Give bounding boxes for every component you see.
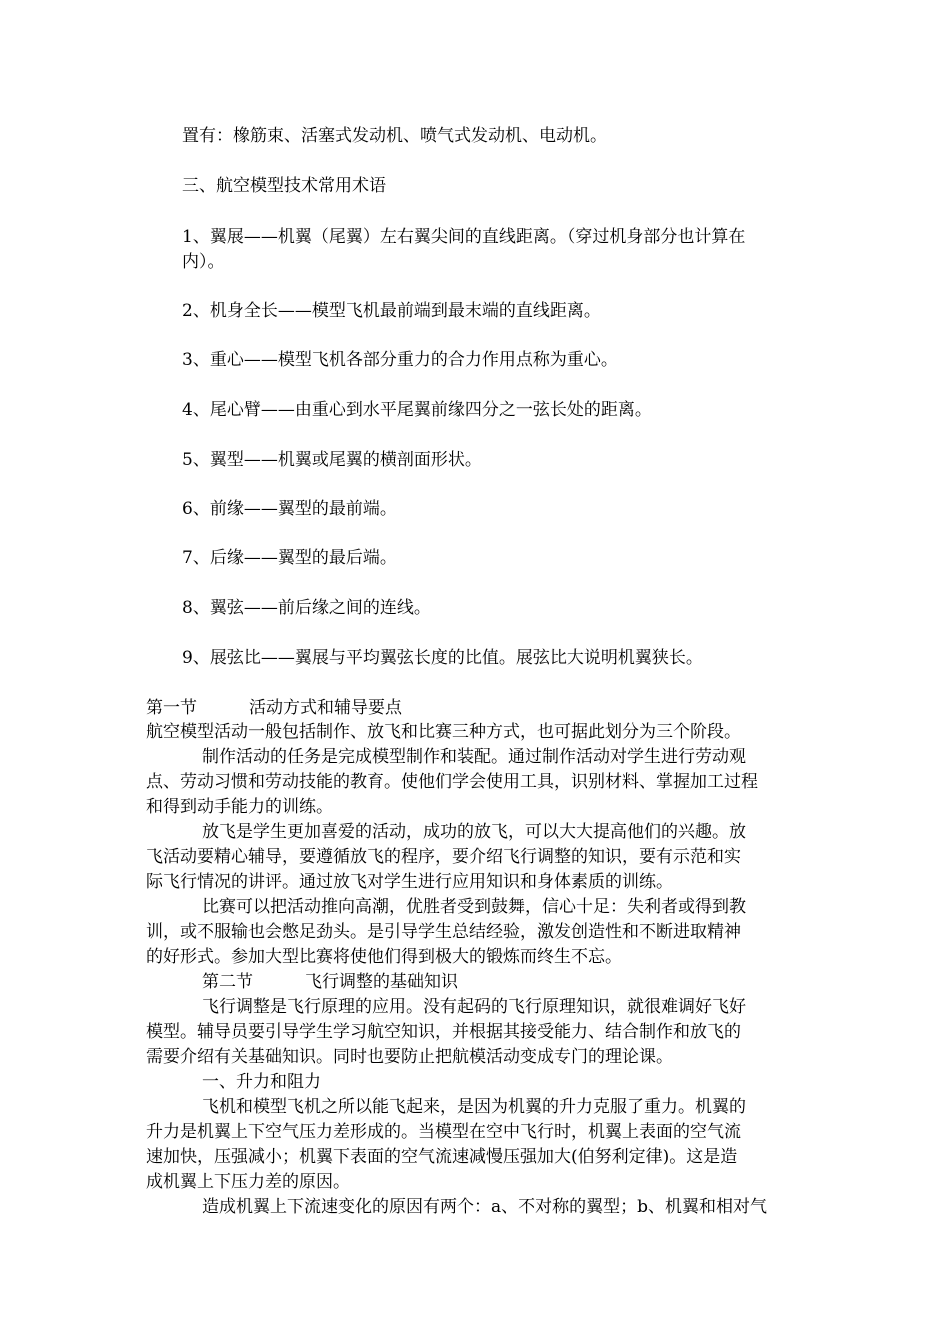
- section1-line10: 的好形式。参加大型比赛将使他们得到极大的锻炼而终生不忘。: [146, 947, 622, 967]
- term-2: 2、机身全长——模型飞机最前端到最末端的直线距离。: [182, 301, 601, 321]
- term-1-line2: 内）。: [182, 252, 225, 272]
- section2-line3: 需要介绍有关基础知识。同时也要防止把航模活动变成专门的理论课。: [146, 1047, 673, 1067]
- section1-title: 活动方式和辅导要点: [249, 698, 402, 718]
- section1-line8: 比赛可以把活动推向高潮，优胜者受到鼓舞，信心十足：失利者或得到教: [202, 897, 746, 917]
- section1-label: 第一节: [146, 698, 197, 718]
- section2-label: 第二节: [202, 972, 253, 992]
- section2-line1: 飞行调整是飞行原理的应用。没有起码的飞行原理知识，就很难调好飞好: [202, 997, 746, 1017]
- section2-line8: 成机翼上下压力差的原因。: [146, 1172, 350, 1192]
- section2-title: 飞行调整的基础知识: [305, 972, 458, 992]
- section1-heading: [146, 696, 402, 720]
- section2-heading: [202, 970, 458, 994]
- section1-line6: 飞活动要精心辅导，要遵循放飞的程序，要介绍飞行调整的知识，要有示范和实: [146, 847, 741, 867]
- section1-line5: 放飞是学生更加喜爱的活动，成功的放飞，可以大大提高他们的兴趣。放: [202, 822, 746, 842]
- term-9: 9、展弦比——翼展与平均翼弦长度的比值。展弦比大说明机翼狭长。: [182, 648, 703, 668]
- section2-line2: 模型。辅导员要引导学生学习航空知识，并根据其接受能力、结合制作和放飞的: [146, 1022, 741, 1042]
- section2-line5: 飞机和模型飞机之所以能飞起来，是因为机翼的升力克服了重力。机翼的: [202, 1097, 746, 1117]
- section2-line6: 升力是机翼上下空气压力差形成的。当模型在空中飞行时，机翼上表面的空气流: [146, 1122, 741, 1142]
- section1-line1: 航空模型活动一般包括制作、放飞和比赛三种方式，也可据此划分为三个阶段。: [146, 722, 741, 742]
- term-7: 7、后缘——翼型的最后端。: [182, 548, 397, 568]
- para-propulsion: 置有：橡筋束、活塞式发动机、喷气式发动机、电动机。: [182, 126, 607, 146]
- section2-subheading: 一、升力和阻力: [202, 1072, 321, 1092]
- term-6: 6、前缘——翼型的最前端。: [182, 499, 397, 519]
- section1-line2: 制作活动的任务是完成模型制作和装配。通过制作活动对学生进行劳动观: [202, 747, 746, 767]
- section2-line9: 造成机翼上下流速变化的原因有两个：a、不对称的翼型；b、机翼和相对气: [202, 1197, 768, 1217]
- section1-line3: 点、劳动习惯和劳动技能的教育。使他们学会使用工具，识别材料、掌握加工过程: [146, 772, 758, 792]
- term-8: 8、翼弦——前后缘之间的连线。: [182, 598, 431, 618]
- term-4: 4、尾心臂——由重心到水平尾翼前缘四分之一弦长处的距离。: [182, 400, 652, 420]
- section1-line7: 际飞行情况的讲评。通过放飞对学生进行应用知识和身体素质的训练。: [146, 872, 673, 892]
- term-3: 3、重心——模型飞机各部分重力的合力作用点称为重心。: [182, 350, 618, 370]
- section1-line4: 和得到动手能力的训练。: [146, 797, 333, 817]
- section1-line9: 训，或不服输也会憋足劲头。是引导学生总结经验，激发创造性和不断进取精神: [146, 922, 741, 942]
- term-5: 5、翼型——机翼或尾翼的横剖面形状。: [182, 450, 482, 470]
- term-1-line1: 1、翼展——机翼（尾翼）左右翼尖间的直线距离。（穿过机身部分也计算在: [182, 227, 746, 247]
- section2-line7: 速加快，压强减小；机翼下表面的空气流速减慢压强加大(伯努利定律)。这是造: [146, 1147, 738, 1167]
- heading-terms: 三、航空模型技术常用术语: [182, 176, 386, 196]
